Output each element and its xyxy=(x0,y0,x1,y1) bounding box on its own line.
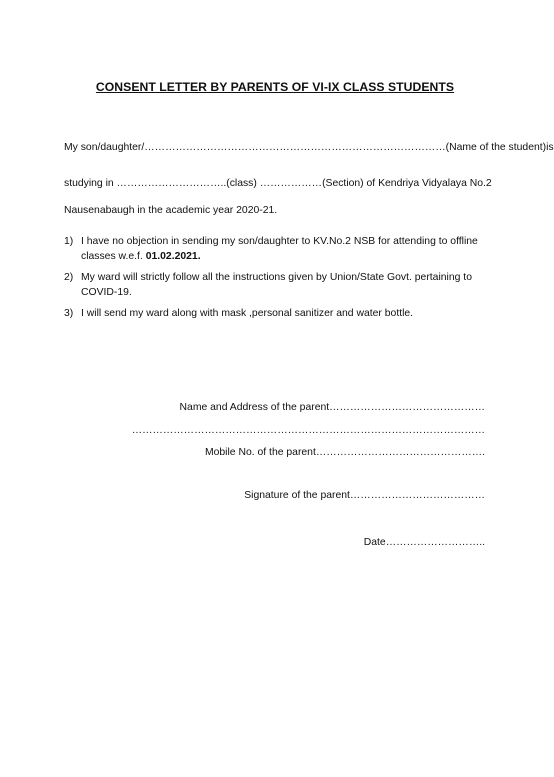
paragraph-line-1 xyxy=(64,141,554,155)
list-item-text: My ward will strictly follow all the instructions given by Union/State Govt. pertaining to COVID-19. xyxy=(81,272,472,298)
document-title: CONSENT LETTER BY PARENTS OF VI-IX CLASS STUDENTS xyxy=(95,80,455,94)
list-item-text: I will send my ward along with mask ,personal sanitizer and water bottle. xyxy=(81,308,414,319)
parent-address-line: ………………………………………………………………………………………… xyxy=(131,425,485,436)
list-item-text: I have no objection in sending my son/daughter to KV.No.2 NSB for attending to offline classes w.e.f. xyxy=(81,236,478,262)
paragraph-line-2: studying in …………………………..(class) ………………(Section) of Kendriya Vidyalaya No.2 xyxy=(64,178,492,189)
parent-name-address-field: Name and Address of the parent……………………………………… xyxy=(179,402,485,413)
paragraph-line-3: Nausenabaugh in the academic year 2020-21. xyxy=(64,205,278,216)
list-item-number: 1) xyxy=(64,236,74,247)
parent-mobile-field: Mobile No. of the parent…………………………………………. xyxy=(204,447,485,458)
parent-signature-field: Signature of the parent………………………………… xyxy=(244,490,485,501)
list-item xyxy=(64,234,494,264)
list-item-number: 3) xyxy=(64,308,74,319)
list-item xyxy=(64,270,494,300)
date-field: Date……………………….. xyxy=(363,537,485,548)
consent-list xyxy=(64,234,494,327)
list-item-date: 01.02.2021. xyxy=(145,251,201,262)
list-item xyxy=(64,306,494,321)
list-item-number: 2) xyxy=(64,272,74,283)
paragraph-line-1-text: My son/daughter/……………………………………………………………………………(Name of the student) xyxy=(64,142,547,153)
paragraph-line-1-end: is xyxy=(546,142,554,153)
